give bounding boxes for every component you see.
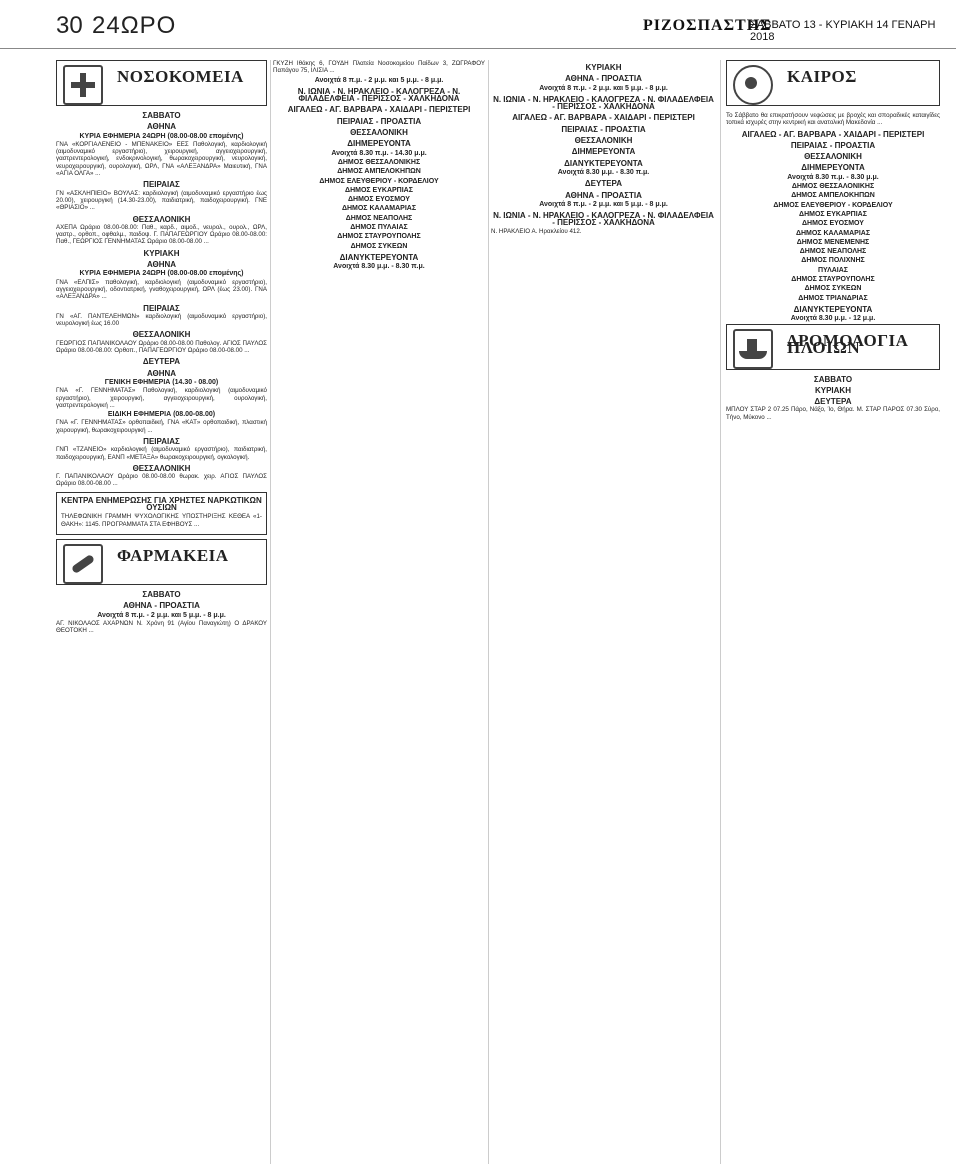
- city-heading: ΠΕΙΡΑΙΑΣ: [143, 436, 180, 446]
- hospital-listing: ΓΕΩΡΓΙΟΣ ΠΑΠΑΝΙΚΟΛΑΟΥ Ωράριο 08.00-08.00 Παθολογ. ΑΓΙΟΣ ΠΑΥΛΟΣ Ωράριο 08.00-08.00: Ορθοπ., ΠΑΠΑΓΕΩΡΓΙΟΥ Ωράριο 08.00-08.00 ...: [56, 339, 267, 355]
- duty-heading: ΕΙΔΙΚΗ ΕΦΗΜΕΡΙΑ (08.00-08.00): [107, 411, 216, 419]
- duty-heading: ΚΥΡΙΑ ΕΦΗΜΕΡΙΑ 24ΩΡΗ (08.00-08.00 επομένης): [79, 132, 244, 140]
- hours-heading: Ανοιχτά 8.30 μ.μ. - 12 μ.μ.: [790, 315, 876, 323]
- hours-heading: Ανοιχτά 8.30 μ.μ. - 8.30 π.μ.: [557, 168, 650, 176]
- column-hospitals: [56, 60, 267, 1164]
- day-heading: ΚΥΡΙΑΚΗ: [585, 63, 622, 72]
- city-heading: ΑΘΗΝΑ - ΠΡΟΑΣΤΙΑ: [123, 601, 200, 611]
- area-heading: ΑΙΓΑΛΕΩ - ΑΓ. ΒΑΡΒΑΡΑ - ΧΑΙΔΑΡΙ - ΠΕΡΙΣΤΕΡΙ: [287, 105, 471, 115]
- municipality-heading: ΔΗΜΟΣ ΤΡΙΑΝΔΡΙΑΣ: [798, 294, 868, 302]
- municipality-heading: ΔΗΜΟΣ ΣΥΚΕΩΝ: [350, 242, 408, 250]
- area-heading: ΔΙΑΝΥΚΤΕΡΕΥΟΝΤΑ: [793, 304, 873, 314]
- hospital-listing: ΓΝ «ΑΣΚΛΗΠΙΕΙΟ» ΒΟΥΛΑΣ: καρδιολογική (αιμοδυναμικό εργαστήριο έως 20.00), χειρουργική (14.30-23.00), παιδιατρική, παιδοχειρουργική. ΓΝΕ «ΘΡΙΑΣΙΟ» ...: [56, 189, 267, 212]
- area-heading: ΑΙΓΑΛΕΩ - ΑΓ. ΒΑΡΒΑΡΑ - ΧΑΙΔΑΡΙ - ΠΕΡΙΣΤΕΡΙ: [741, 129, 925, 139]
- hospital-listing: ΓΝΑ «ΚΟΡΓΙΑΛΕΝΕΙΟ - ΜΠΕΝΑΚΕΙΟ» ΕΕΣ Παθολογική, καρδιολογική (αιμοδυναμικό εργαστήριο), χειρουργική, αγγειοχειρουργική, γαστρεντερολογική, ενδοκρινολογική, θωρακοχειρουργική, νευρολογική, νευροχειρουργική, ουρολογική, ΩΡΛ, ΓΝΑ «ΑΛΕΞΑΝΔΡΑ» Μαιευτική, ΓΝΑ «ΑΓΙΑ ΟΛΓΑ» ...: [56, 140, 267, 178]
- area-heading: ΑΙΓΑΛΕΩ - ΑΓ. ΒΑΡΒΑΡΑ - ΧΑΙΔΑΡΙ - ΠΕΡΙΣΤΕΡΙ: [512, 113, 695, 123]
- area-heading: ΠΕΙΡΑΙΑΣ - ΠΡΟΑΣΤΙΑ: [336, 116, 422, 126]
- city-heading: ΑΘΗΝΑ: [146, 368, 177, 378]
- column-weather-ships: [726, 60, 940, 1164]
- area-heading: ΑΘΗΝΑ - ΠΡΟΑΣΤΙΑ: [565, 190, 642, 200]
- hospital-listing: ΑΧΕΠΑ Ωράριο 08.00-08.00: Παθ., καρδ., αιμοδ., νευρολ., ουρολ., ΩΡΛ, γαστρ., ορθοπ., οφθαλμ., παιδοψ. Γ. ΠΑΠΑΓΕΩΡΓΙΟΥ Ωράριο 08.00-08.00: Παθ., ΓΕΩΡΓΙΟΣ ΓΕΝΝΗΜΑΤΑΣ Ωράριο 08.00-08.00 ...: [56, 223, 267, 246]
- municipality-heading: ΔΗΜΟΣ ΣΥΚΕΩΝ: [804, 285, 862, 293]
- city-heading: ΠΕΙΡΑΙΑΣ: [143, 180, 180, 190]
- pharmacies-heading-box: [56, 539, 267, 585]
- area-heading: ΔΙΗΜΕΡΕΥΟΝΤΑ: [347, 139, 411, 149]
- municipality-heading: ΔΗΜΟΣ ΕΛΕΥΘΕΡΙΟΥ - ΚΟΡΔΕΛΙΟΥ: [319, 177, 439, 185]
- hospital-listing: ΓΝΑ «Γ. ΓΕΝΝΗΜΑΤΑΣ» Παθολογική, καρδιολογική (αιμοδυναμικό εργαστήριο), χειρουργική, αγγειοχειρουργική, ουρολογική, γαστρεντερολογική ...: [56, 387, 267, 409]
- area-heading: Ν. ΙΩΝΙΑ - Ν. ΗΡΑΚΛΕΙΟ - ΚΑΛΟΓΡΕΖΑ - Ν. ΦΙΛΑΔΕΛΦΕΙΑ - ΠΕΡΙΣΣΟΣ - ΧΑΛΚΗΔΟΝΑ: [297, 86, 461, 104]
- hours-heading: Ανοιχτά 8 π.μ. - 2 μ.μ. και 5 μ.μ. - 8 μ.μ.: [539, 200, 668, 208]
- municipality-heading: ΔΗΜΟΣ ΣΤΑΥΡΟΥΠΟΛΗΣ: [791, 276, 875, 284]
- pharmacy-listing: ΓΚΥΖΗ Ιθάκης 6, ΓΟΥΔΗ Πλατεία Νοσοκομείου Παίδων 3, ΖΩΓΡΑΦΟΥ Παπάγου 75, ΙΛΙΣΙΑ ...: [273, 60, 485, 75]
- municipality-heading: ΔΗΜΟΣ ΑΜΠΕΛΟΚΗΠΩΝ: [337, 168, 421, 176]
- city-heading: ΘΕΣΣΑΛΟΝΙΚΗ: [132, 330, 191, 340]
- area-heading: ΠΕΙΡΑΙΑΣ - ΠΡΟΑΣΤΙΑ: [561, 124, 646, 134]
- drug-help-text: ΤΗΛΕΦΩΝΙΚΗ ΓΡΑΜΜΗ ΨΥΧΟΛΟΓΙΚΗΣ ΥΠΟΣΤΗΡΙΞΗΣ ΚΕΘΕΑ «1-ΘΑΚΗ»: 1145. ΠΡΟΓΡΑΜΜΑΤΑ ΣΤΑ ΕΦΗΒΟΥΣ ...: [61, 513, 262, 528]
- area-heading: ΔΙΗΜΕΡΕΥΟΝΤΑ: [801, 163, 865, 173]
- hospitals-title: ΝΟΣΟΚΟΜΕΙΑ: [117, 67, 244, 86]
- weather-text: Το Σάββατο θα επικρατήσουν νεφώσεις με βροχές και σποραδικές καταιγίδες τοπικά ισχυρές στην κεντρική και ανατολική Μακεδονία ...: [726, 112, 940, 127]
- ship-icon: [733, 329, 773, 369]
- municipality-heading: ΔΗΜΟΣ ΝΕΑΠΟΛΗΣ: [345, 214, 413, 222]
- city-heading: ΘΕΣΣΑΛΟΝΙΚΗ: [132, 214, 191, 224]
- weather-title: ΚΑΙΡΟΣ: [787, 67, 857, 86]
- day-heading: ΔΕΥΤΕΡΑ: [814, 397, 852, 407]
- day-heading: ΣΑΒΒΑΤΟ: [142, 589, 181, 599]
- municipality-heading: ΔΗΜΟΣ ΠΟΛΙΧΝΗΣ: [801, 257, 865, 265]
- sun-icon: [733, 65, 773, 105]
- ships-heading-box: [726, 324, 940, 370]
- ships-title: ΔΡΟΜΟΛΟΓΙΑ ΠΛΟΙΩΝ: [787, 330, 909, 357]
- municipality-heading: ΔΗΜΟΣ ΕΥΚΑΡΠΙΑΣ: [799, 210, 867, 218]
- day-heading: ΔΕΥΤΕΡΑ: [142, 357, 181, 367]
- column-pharmacies-saturday: [273, 60, 485, 1164]
- area-heading: ΔΙΑΝΥΚΤΕΡΕΥΟΝΤΑ: [339, 252, 419, 262]
- municipality-heading: ΔΗΜΟΣ ΣΤΑΥΡΟΥΠΟΛΗΣ: [337, 233, 421, 241]
- hospitals-heading-box: [56, 60, 267, 106]
- municipality-heading: ΔΗΜΟΣ ΘΕΣΣΑΛΟΝΙΚΗΣ: [791, 183, 875, 191]
- area-heading: ΑΘΗΝΑ - ΠΡΟΑΣΤΙΑ: [565, 74, 642, 84]
- column-divider: [270, 60, 271, 1164]
- hours-heading: Ανοιχτά 8 π.μ. - 2 μ.μ. και 5 μ.μ. - 8 μ.μ.: [314, 76, 444, 84]
- city-heading: ΘΕΣΣΑΛΟΝΙΚΗ: [804, 152, 862, 162]
- column-pharmacies-sunday: [491, 60, 716, 1164]
- section-title: 24ΩΡΟ: [92, 12, 177, 39]
- hospital-listing: Γ. ΠΑΠΑΝΙΚΟΛΑΟΥ Ωράριο 08.00-08.00 θωρακ. χειρ. ΑΓΙΟΣ ΠΑΥΛΟΣ Ωράριο 08.00-08.00 ...: [56, 473, 267, 488]
- municipality-heading: ΔΗΜΟΣ ΕΥΟΣΜΟΥ: [802, 220, 864, 228]
- municipality-heading: ΔΗΜΟΣ ΕΥΟΣΜΟΥ: [348, 196, 410, 204]
- column-divider: [720, 60, 721, 1164]
- medical-cross-icon: [63, 65, 103, 105]
- municipality-heading: ΔΗΜΟΣ ΑΜΠΕΛΟΚΗΠΩΝ: [791, 192, 875, 200]
- city-heading: ΘΕΣΣΑΛΟΝΙΚΗ: [350, 128, 408, 138]
- ship-schedule: ΜΠΛΟΥ ΣΤΑΡ 2 07.25 Πάρο, Νάξο, Ίο, Θήρα. Μ. ΣΤΑΡ ΠΑΡΟΣ 07.30 Σύρο, Τήνο, Μύκονο ...: [726, 406, 940, 421]
- municipality-heading: ΔΗΜΟΣ ΕΛΕΥΘΕΡΙΟΥ - ΚΟΡΔΕΛΙΟΥ: [773, 201, 893, 209]
- municipality-heading: ΔΗΜΟΣ ΕΥΚΑΡΠΙΑΣ: [345, 186, 413, 194]
- hours-heading: Ανοιχτά 8.30 μ.μ. - 8.30 π.μ.: [333, 263, 425, 271]
- hours-heading: Ανοιχτά 8.30 π.μ. - 14.30 μ.μ.: [331, 149, 427, 157]
- day-heading: ΚΥΡΙΑΚΗ: [143, 248, 180, 258]
- duty-heading: ΚΥΡΙΑ ΕΦΗΜΕΡΙΑ 24ΩΡΗ (08.00-08.00 επομένης): [79, 270, 244, 278]
- pharmacy-listing: ΑΓ. ΝΙΚΟΛΑΟΣ ΑΧΑΡΝΩΝ Ν. Χρόνη 91 (Αγίου Παναγιώτη) Ο ΔΡΑΚΟΥ ΘΕΟΤΟΚΗ ...: [56, 619, 267, 635]
- municipality-heading: ΔΗΜΟΣ ΜΕΝΕΜΕΝΗΣ: [796, 238, 870, 246]
- newspaper-name: ΡΙΖΟΣΠΑΣΤΗΣ: [643, 17, 772, 34]
- pharmacy-listing: Ν. ΗΡΑΚΛΕΙΟ Α. Ηρακλείου 412.: [491, 227, 582, 235]
- area-heading: ΔΙΑΝΥΚΤΕΡΕΥΟΝΤΑ: [564, 158, 643, 168]
- hospital-listing: ΓΝΑ «ΕΛΠΙΣ» παθολογική, καρδιολογική (αιμοδυναμικό εργαστήριο), αγγειοχειρουργική, οδοντιατρική, γναθοχειρουργική, ΩΡΛ (έως 23.00). ΓΝΑ «ΑΛΕΞΑΝΔΡΑ» ...: [56, 278, 267, 301]
- hours-heading: Ανοιχτά 8.30 π.μ. - 8.30 μ.μ.: [787, 173, 879, 181]
- day-heading: ΚΥΡΙΑΚΗ: [814, 385, 851, 395]
- area-heading: Ν. ΙΩΝΙΑ - Ν. ΗΡΑΚΛΕΙΟ - ΚΑΛΟΓΡΕΖΑ - Ν. ΦΙΛΑΔΕΛΦΕΙΑ - ΠΕΡΙΣΣΟΣ - ΧΑΛΚΗΔΟΝΑ: [493, 94, 714, 112]
- municipality-heading: ΠΥΛΑΙΑΣ: [817, 266, 848, 274]
- city-heading: ΑΘΗΝΑ: [146, 122, 177, 132]
- pill-icon: [63, 544, 103, 584]
- city-heading: ΘΕΣΣΑΛΟΝΙΚΗ: [574, 136, 633, 146]
- hospital-listing: ΓΝΠ «ΤΖΑΝΕΙΟ» καρδιολογική (αιμοδυναμικό εργαστήριο), παιδιατρική, παιδοχειρουργική, ΕΑΝΠ «ΜΕΤΑΞΑ» θωρακοχειρουργική, ογκολογική.: [56, 446, 267, 461]
- municipality-heading: ΔΗΜΟΣ ΘΕΣΣΑΛΟΝΙΚΗΣ: [337, 158, 421, 166]
- pharmacies-title: ΦΑΡΜΑΚΕΙΑ: [117, 545, 229, 565]
- area-heading: Ν. ΙΩΝΙΑ - Ν. ΗΡΑΚΛΕΙΟ - ΚΑΛΟΓΡΕΖΑ - Ν. ΦΙΛΑΔΕΛΦΕΙΑ - ΠΕΡΙΣΣΟΣ - ΧΑΛΚΗΔΟΝΑ: [493, 211, 714, 228]
- column-divider: [488, 60, 489, 1164]
- hours-heading: Ανοιχτά 8 π.μ. - 2 μ.μ. και 5 μ.μ. - 8 μ.μ.: [97, 611, 226, 619]
- area-heading: ΔΙΗΜΕΡΕΥΟΝΤΑ: [571, 147, 636, 157]
- drug-help-title: ΚΕΝΤΡΑ ΕΝΗΜΕΡΩΣΗΣ ΓΙΑ ΧΡΗΣΤΕΣ ΝΑΡΚΩΤΙΚΩΝ ΟΥΣΙΩΝ: [61, 495, 262, 513]
- municipality-heading: ΔΗΜΟΣ ΝΕΑΠΟΛΗΣ: [799, 248, 867, 256]
- page-header: [0, 0, 956, 49]
- day-heading: ΔΕΥΤΕΡΑ: [584, 179, 623, 189]
- city-heading: ΠΕΙΡΑΙΑΣ: [143, 303, 180, 313]
- hospital-listing: ΓΝ «ΑΓ. ΠΑΝΤΕΛΕΗΜΩΝ» καρδιολογική (αιμοδυναμικό εργαστήριο), νευρολογική έως 16.00: [56, 312, 267, 328]
- area-heading: ΠΕΙΡΑΙΑΣ - ΠΡΟΑΣΤΙΑ: [790, 140, 876, 150]
- issue-date: ΣΑΒΒΑΤΟ 13 - ΚΥΡΙΑΚΗ 14 ΓΕΝΑΡΗ 2018: [750, 19, 936, 43]
- page-number: 30: [56, 12, 83, 39]
- weather-heading-box: [726, 60, 940, 106]
- duty-heading: ΓΕΝΙΚΗ ΕΦΗΜΕΡΙΑ (14.30 - 08.00): [104, 378, 219, 386]
- hours-heading: Ανοιχτά 8 π.μ. - 2 μ.μ. και 5 μ.μ. - 8 μ.μ.: [539, 84, 668, 92]
- city-heading: ΑΘΗΝΑ: [146, 260, 177, 270]
- municipality-heading: ΔΗΜΟΣ ΚΑΛΑΜΑΡΙΑΣ: [341, 205, 417, 213]
- municipality-heading: ΔΗΜΟΣ ΠΥΛΑΙΑΣ: [350, 224, 408, 232]
- day-heading: ΣΑΒΒΑΤΟ: [813, 374, 853, 384]
- day-heading: ΣΑΒΒΑΤΟ: [142, 111, 181, 120]
- municipality-heading: ΔΗΜΟΣ ΚΑΛΑΜΑΡΙΑΣ: [795, 229, 871, 237]
- drug-help-box: [56, 492, 267, 535]
- city-heading: ΘΕΣΣΑΛΟΝΙΚΗ: [132, 463, 191, 473]
- hospital-listing: ΓΝΑ «Γ. ΓΕΝΝΗΜΑΤΑΣ» ορθοπαιδική, ΓΝΑ «ΚΑΤ» ορθοπαιδική, πλαστική χειρουργική, θωρακοχειρουργική ...: [56, 419, 267, 434]
